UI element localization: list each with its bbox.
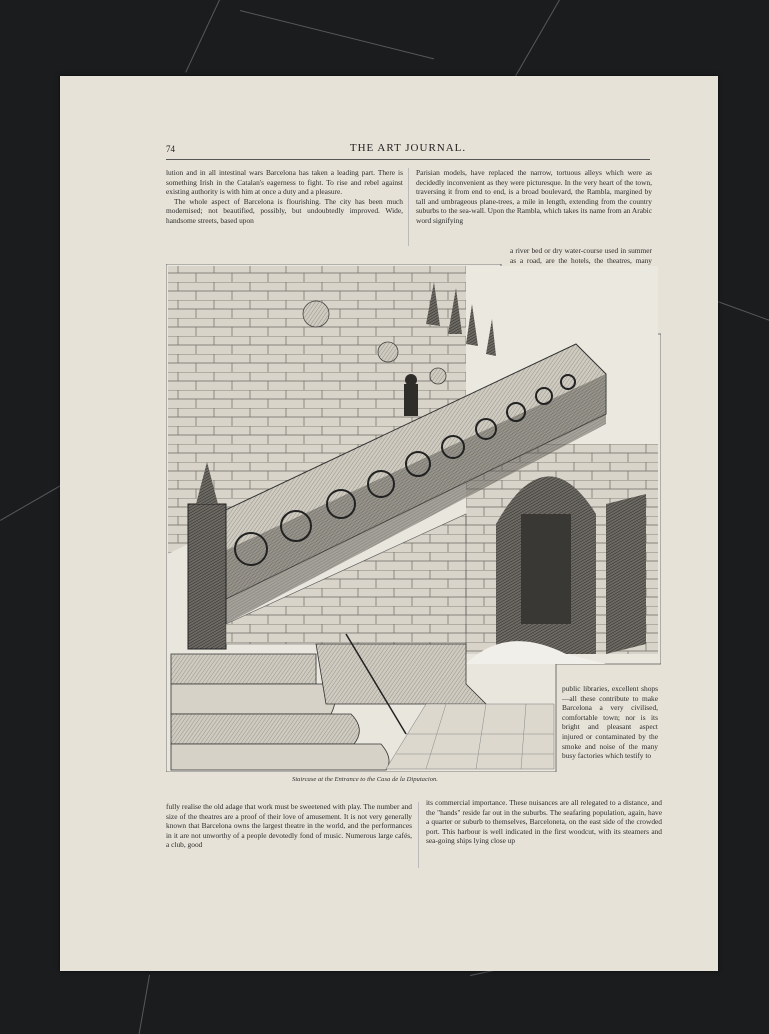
journal-title: THE ART JOURNAL. <box>349 142 467 154</box>
page-number: 74 <box>166 144 175 154</box>
illustration-caption: Staircase at the Entrance to the Casa de la Diputacion. <box>292 776 438 783</box>
paragraph: fully realise the old adage that work must be sweetened with play. The number and size of the theatres are a proof of their love of amusement. It is not very generally known that Barcelona owns the largest theatre in the world, and the performances in it are not unworthy of a people devotedly fond of music. Numerous large cafés, a club, good <box>166 802 412 850</box>
marble-vein <box>0 485 61 521</box>
bottom-right-column <box>426 798 662 870</box>
top-right-column <box>416 168 652 246</box>
lower-right-inset-column <box>562 684 658 796</box>
column-separator <box>418 802 419 868</box>
paragraph: public libraries, excellent shops—all these contribute to make Barcelona a very civilised, comfortable town; nor is its bright and pleasant aspect injured or contaminated by the smoke and noise of the many busy factories which testify to <box>562 684 658 761</box>
paragraph: its commercial importance. These nuisances are all relegated to a distance, and the "hands" reside far out in the suburbs. The seafaring population, again, have a quarter or suburb to themselves, Barceloneta, on the east side of the crowded port. This harbour is well indicated in the first woodcut, with its steamers and sea-going ships lying close up <box>426 798 662 846</box>
running-head <box>166 142 650 156</box>
top-left-column <box>166 168 403 248</box>
marble-vein <box>715 300 769 321</box>
paragraph: lution and in all intestinal wars Barcelona has taken a leading part. There is something Irish in the Catalan's eagerness to fight. To rise and rebel against existing authority is with him at once a duty and a pleasure. <box>166 168 403 197</box>
marble-vein <box>240 10 434 59</box>
bottom-left-column <box>166 802 412 872</box>
column-separator <box>408 168 409 246</box>
paragraph: a river bed or dry water-course used in summer as a road, are the hotels, the theatres, many <box>510 246 652 265</box>
paragraph: Parisian models, have replaced the narrow, tortuous alleys which were as decidedly inconvenient as they were picturesque. In the very heart of the town, traversing it from end to end, is a broad boulevard, the Rambla, margined by tall and umbrageous plane-trees, a mile in length, extending from the country suburbs to the sea-wall. Upon the Rambla, which takes its name from an Arabic word signifying <box>416 168 652 225</box>
paragraph: The whole aspect of Barcelona is flourishing. The city has been much modernised; not beautified, possibly, but undoubtedly improved. Wide, handsome streets, based upon <box>166 196 403 225</box>
header-rule <box>166 159 650 160</box>
marble-vein <box>185 0 220 73</box>
journal-page <box>60 76 718 971</box>
marble-vein <box>139 975 150 1034</box>
